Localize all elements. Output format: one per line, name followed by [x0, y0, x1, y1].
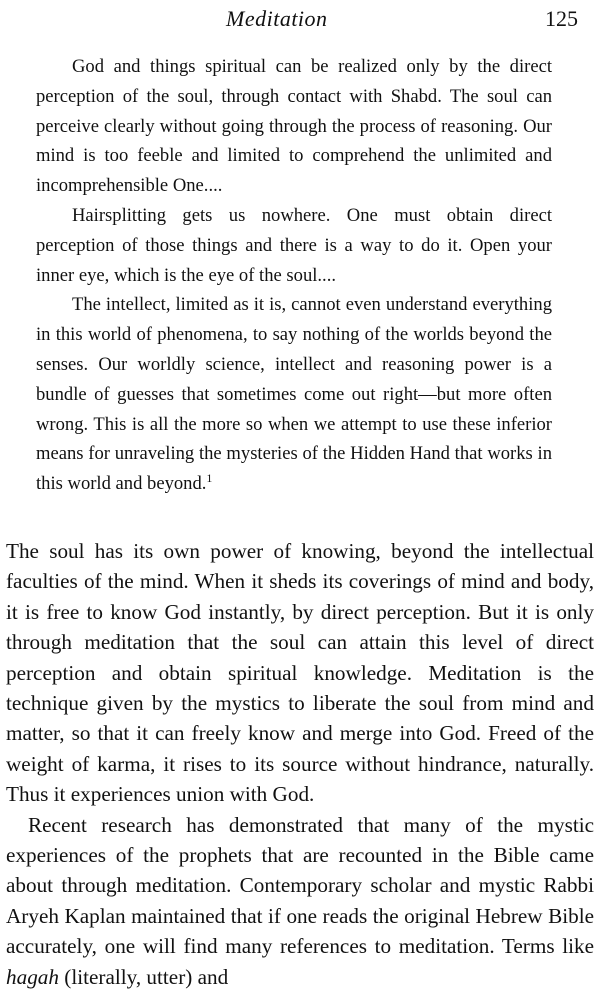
- body-paragraph: The soul has its own power of knowing, beyond the intellectual faculties of the mind. When it sheds its coverings of mind and body, it is free to know God instantly, by direct perception. But it is only through meditation that the soul can attain this level of direct perception and obtain spiritual knowledge. Meditation is the technique given by the mystics to liberate the soul from mind and matter, so that it can freely know and merge into God. Freed of the weight of karma, it rises to its source without hindrance, naturally. Thus it experiences union with God.: [6, 539, 594, 807]
- body-paragraph-text: Recent research has demonstrated that many of the mystic experiences of the prophets that are recounted in the Bible came about through meditation. Contemporary scholar and mystic Rabbi Aryeh Kaplan maintained that if one reads the original Hebrew Bible accurately, one will find many references to meditation. Terms like: [6, 812, 594, 959]
- quote-paragraph: [36, 290, 552, 499]
- block-quote: [36, 52, 552, 499]
- page-header: [0, 4, 600, 34]
- footnote-marker[interactable]: 1: [206, 470, 213, 485]
- body-paragraph-text: (literally, utter) and: [58, 964, 229, 989]
- quote-paragraph-text: The intellect, limited as it is, cannot even understand everything in this world of phenomena, to say nothing of the worlds beyond the senses. Our worldly science, intellect and reasoning power is a bundle of guesses that sometimes come out right—but more often wrong. This is all the more so when we attempt to use these inferior means for unraveling the mysteries of the Hidden Hand that works in this world and beyond.: [36, 294, 552, 495]
- running-head: Meditation: [226, 6, 328, 31]
- hebrew-term: hagah: [6, 964, 59, 989]
- body-paragraph: [6, 810, 594, 992]
- page-number: 125: [545, 6, 578, 31]
- body-text: [6, 536, 594, 992]
- quote-paragraph: God and things spiritual can be realized only by the direct perception of the soul, through contact with Shabd. The soul can perceive clearly without going through the process of reasoning. Our mind is too feeble and limited to comprehend the unlimited and incomprehensible One....: [36, 56, 552, 197]
- quote-paragraph: Hairsplitting gets us nowhere. One must obtain direct perception of those things and there is a way to do it. Open your inner eye, which is the eye of the soul....: [36, 204, 552, 286]
